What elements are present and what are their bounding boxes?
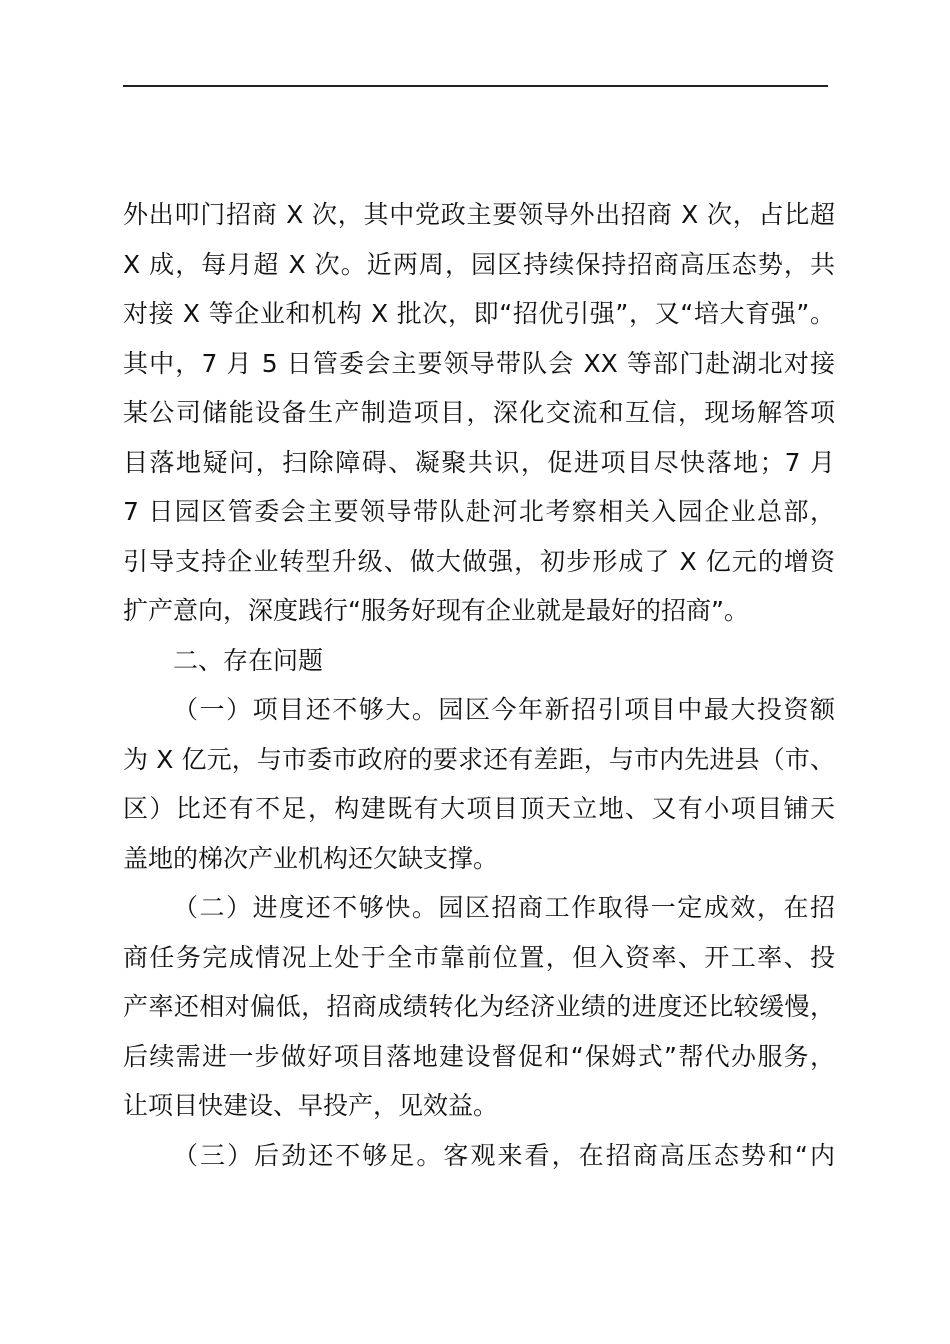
paragraph-line: 扩产意向，深度践行“服务好现有企业就是最好的招商”。 bbox=[123, 596, 749, 625]
paragraph-line: 对接 X 等企业和机构 X 批次，即“招优引强”，又“培大育强”。 bbox=[123, 299, 835, 328]
paragraph-line: 商任务完成情况上处于全市靠前位置，但入资率、开工率、投 bbox=[123, 942, 835, 972]
paragraph-line: X 成，每月超 X 次。近两周，园区持续保持招商高压态势，共 bbox=[123, 249, 835, 279]
paragraph-line: 其中，7 月 5 日管委会主要领导带队会 XX 等部门赴湖北对接 bbox=[123, 348, 835, 378]
document-body bbox=[123, 190, 835, 1180]
paragraph-line: （一）项目还不够大。园区今年新招引项目中最大投资额 bbox=[173, 695, 835, 724]
section-heading: 二、存在问题 bbox=[173, 645, 324, 675]
paragraph-line: 引导支持企业转型升级、做大做强，初步形成了 X 亿元的增资 bbox=[123, 546, 835, 576]
paragraph-line: （二）进度还不够快。园区招商工作取得一定成效，在招 bbox=[173, 893, 835, 922]
paragraph-line: 外出叩门招商 X 次，其中党政主要领导外出招商 X 次，占比超 bbox=[123, 200, 835, 229]
paragraph-line: 后续需进一步做好项目落地建设督促和“保姆式”帮代办服务， bbox=[123, 1041, 835, 1071]
paragraph-line: 区）比还有不足，构建既有大项目顶天立地、又有小项目铺天 bbox=[123, 794, 835, 823]
paragraph-line: 7 日园区管委会主要领导带队赴河北考察相关入园企业总部， bbox=[123, 497, 835, 526]
header-rule bbox=[123, 85, 828, 87]
paragraph-line: 为 X 亿元，与市委市政府的要求还有差距，与市内先进县（市、 bbox=[123, 744, 835, 774]
paragraph-line: 盖地的梯次产业机构还欠缺支撑。 bbox=[123, 843, 499, 873]
paragraph-line: 让项目快建设、早投产，见效益。 bbox=[123, 1091, 499, 1120]
paragraph-line: 产率还相对偏低，招商成绩转化为经济业绩的进度还比较缓慢， bbox=[123, 992, 835, 1021]
paragraph-line: 目落地疑问，扫除障碍、凝聚共识，促进项目尽快落地；7 月 bbox=[123, 447, 835, 477]
paragraph-line: （三）后劲还不够足。客观来看，在招商高压态势和“内 bbox=[173, 1140, 835, 1170]
paragraph-line: 某公司储能设备生产制造项目，深化交流和互信，现场解答项 bbox=[123, 398, 835, 427]
